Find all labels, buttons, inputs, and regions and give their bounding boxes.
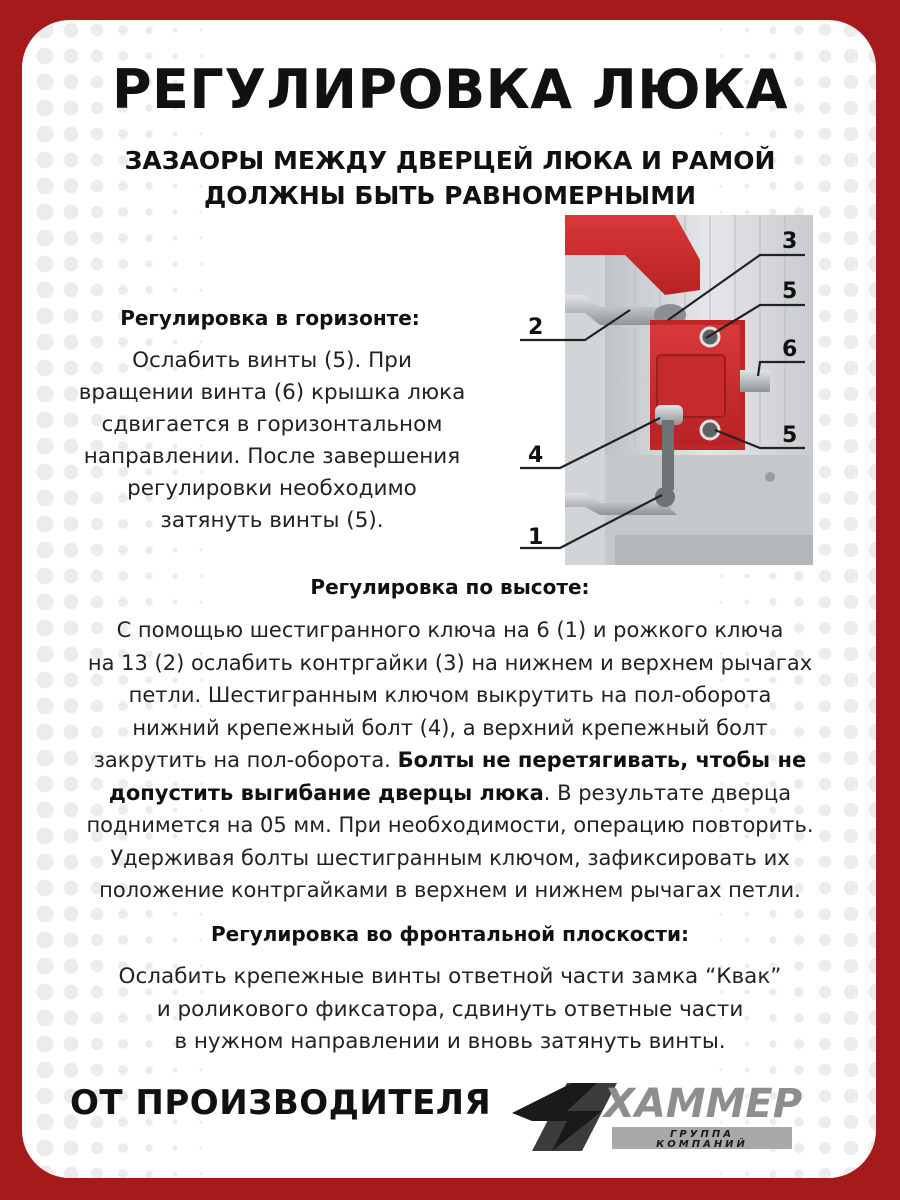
background-dot [844,335,859,350]
background-dot [172,339,177,344]
background-dot [91,258,103,270]
background-dot [819,258,831,270]
background-dot [869,438,877,455]
callout-number-3: 3 [782,229,798,254]
background-dot [145,598,153,606]
background-dot [172,131,177,136]
background-dot [64,1141,79,1156]
background-dot [64,283,79,298]
background-dot [91,544,103,556]
background-dot [869,828,877,845]
background-dot [819,544,831,556]
background-dot [37,334,54,351]
background-dot [869,672,877,689]
background-dot [745,912,750,917]
background-dot [64,127,79,142]
background-dot [844,413,859,428]
background-dot [819,908,831,920]
background-dot [200,29,203,32]
background-dot [869,22,877,39]
background-dot [64,907,79,922]
page-title: РЕГУЛИРОВКА ЛЮКА [111,58,789,121]
background-dot [118,545,128,555]
background-dot [769,130,776,137]
callout-number-1: 1 [528,525,544,550]
background-dot [869,542,877,559]
background-dot [200,237,203,240]
vertical-heading: Регулировка по высоте: [310,575,590,599]
background-dot [819,336,831,348]
background-dot [172,911,177,916]
background-dot [869,906,877,923]
background-dot [37,438,54,455]
background-dot [844,543,859,558]
background-dot [91,232,103,244]
background-dot [844,1063,859,1078]
background-dot [869,1036,877,1053]
background-dot [720,601,723,604]
text-line: регулировки необходимо [127,476,417,501]
background-dot [844,465,859,480]
background-dot [172,599,177,604]
background-dot [844,283,859,298]
frontal-instructions [40,961,860,1059]
background-dot [869,776,877,793]
background-dot [844,1115,859,1130]
background-dot [819,232,831,244]
background-dot [37,906,54,923]
background-dot [37,308,54,325]
background-dot [200,263,203,266]
hex-key [662,420,674,490]
vertical-instructions [40,614,860,907]
background-dot [869,1010,877,1027]
logo-wordmark: ХАММЕР [604,1081,803,1127]
background-dot [720,55,723,58]
background-dot [118,285,128,295]
background-dot [37,230,54,247]
background-dot [118,1169,128,1178]
background-dot [769,910,776,917]
background-dot [819,518,831,530]
background-dot [794,1169,804,1178]
background-dot [844,231,859,246]
text-line: в нужном направлении и вновь затянуть винты. [174,1029,726,1054]
background-dot [200,549,203,552]
background-dot [200,1173,203,1176]
background-dot [745,1172,750,1177]
warning-text: Болты не перетягивать, чтобы не [397,748,807,772]
background-dot [844,517,859,532]
background-dot [91,908,103,920]
background-dot [869,984,877,1001]
background-dot [869,1140,877,1157]
background-dot [118,259,128,269]
background-dot [844,23,859,38]
background-dot [844,387,859,402]
background-dot [145,130,153,138]
background-dot [745,28,750,33]
background-dot [91,284,103,296]
background-dot [172,1067,177,1072]
background-dot [91,1064,103,1076]
background-dot [720,1069,723,1072]
text-line: Ослабить крепежные винты ответной части замка “Квак” [118,964,782,989]
background-dot [200,1069,203,1072]
background-dot [869,802,877,819]
background-dot [819,128,831,140]
background-dot [145,1144,153,1152]
background-dot [64,1167,79,1178]
background-dot [869,880,877,897]
background-dot [844,1167,859,1178]
background-dot [64,1063,79,1078]
background-dot [64,543,79,558]
background-dot [64,257,79,272]
background-dot [869,750,877,767]
background-dot [769,26,776,33]
frame-edge [615,535,813,565]
background-dot [745,600,750,605]
background-dot [720,133,723,136]
background-dot [869,230,877,247]
text-line: Ослабить винты (5). При [132,348,412,373]
background-dot [869,1114,877,1131]
background-dot [37,412,54,429]
background-dot [794,129,804,139]
background-dot [200,289,203,292]
background-dot [844,907,859,922]
background-dot [844,439,859,454]
background-dot [869,1166,877,1179]
background-dot [819,414,831,426]
background-dot [118,233,128,243]
background-dot [844,491,859,506]
background-dot [869,490,877,507]
background-dot [745,1068,750,1073]
text-line [40,777,860,810]
background-dot [37,1114,54,1131]
background-dot [869,516,877,533]
background-dot [145,234,153,242]
background-dot [145,260,153,268]
callout-number-5-bottom: 5 [782,423,798,448]
background-dot [172,261,177,266]
text-line: затянуть винты (5). [160,508,384,533]
text-line: С помощью шестигранного ключа на 6 (1) и рожкого ключа [116,618,784,642]
horizontal-instructions [52,345,492,537]
background-dot [819,440,831,452]
background-dot [37,360,54,377]
background-dot [37,1166,54,1179]
background-dot [37,516,54,533]
subtitle-line: ЗАЗАОРЫ МЕЖДУ ДВЕРЦЕЙ ЛЮКА И РАМОЙ [124,146,776,175]
background-dot [200,1147,203,1150]
background-dot [37,1140,54,1157]
background-dot [869,646,877,663]
subtitle [0,143,900,213]
background-dot [145,286,153,294]
background-dot [145,546,153,554]
background-dot [869,1088,877,1105]
background-dot [91,24,103,36]
background-dot [172,1171,177,1176]
background-dot [145,26,153,34]
background-dot [145,910,153,918]
text-span: . В результате дверца [543,780,792,805]
background-dot [172,27,177,32]
background-dot [145,1066,153,1074]
background-dot [37,256,54,273]
logo-sub-2: КОМПАНИЙ [656,1139,748,1150]
background-dot [172,235,177,240]
warning-text: допустить выгибание дверцы люка [108,780,544,805]
adjust-screw-6 [740,370,770,392]
background-dot [37,490,54,507]
background-dot [844,309,859,324]
background-dot [869,412,877,429]
text-line: положение контргайками в верхнем и нижнем рычагах петли. [99,878,801,902]
background-dot [200,913,203,916]
text-line: на 13 (2) ослабить контргайки (3) на нижнем и верхнем рычагах [87,650,813,675]
background-dot [869,308,877,325]
background-dot [819,388,831,400]
manufacturer-label: ОТ ПРОИЗВОДИТЕЛЯ [70,1083,492,1123]
text-line: поднимется на 05 мм. При необходимости, операцию повторить. [86,813,814,837]
callout-number-2: 2 [528,315,544,340]
hex-key-bend [655,487,675,507]
background-dot [145,1170,153,1178]
background-dot [172,1145,177,1150]
background-dot [172,547,177,552]
background-dot [819,492,831,504]
text-line [40,744,860,777]
background-dot [720,29,723,32]
background-dot [869,698,877,715]
background-dot [37,386,54,403]
background-dot [869,958,877,975]
text-line: Удерживая болты шестигранным ключом, зафиксировать их [110,845,790,870]
background-dot [200,341,203,344]
background-dot [819,362,831,374]
background-dot [819,1168,831,1178]
background-dot [769,1170,776,1177]
text-span: закрутить на пол-оборота. [93,748,391,772]
background-dot [819,24,831,36]
background-dot [37,22,54,39]
background-dot [844,1089,859,1104]
background-dot [118,25,128,35]
background-dot [869,334,877,351]
background-dot [869,282,877,299]
callout-number-5-top: 5 [782,279,798,304]
background-dot [37,542,54,559]
background-dot [769,598,776,605]
background-dot [869,724,877,741]
hammer-logo [512,1073,842,1153]
background-dot [794,909,804,919]
background-dot [745,132,750,137]
text-line: вращении винта (6) крышка люка [78,380,466,405]
background-dot [844,1141,859,1156]
background-dot [37,126,54,143]
background-dot [64,231,79,246]
background-dot [172,287,177,292]
screw-5-top [701,328,719,346]
horizontal-heading: Регулировка в горизонте: [120,306,420,330]
background-dot [91,1142,103,1154]
text-line: петли. Шестигранным ключом выкрутить на пол-оборота [128,683,772,707]
background-dot [844,257,859,272]
background-dot [118,1065,128,1075]
text-line: и роликового фиксатора, сдвинуть ответные части [156,996,744,1022]
text-line: нижний крепежный болт (4), а верхний крепежный болт [132,715,768,740]
background-dot [869,620,877,637]
screw-head-icon [765,472,775,482]
background-dot [844,127,859,142]
hinge-photo [565,215,813,565]
background-dot [200,601,203,604]
background-dot [844,361,859,376]
background-dot [37,1088,54,1105]
background-dot [869,464,877,481]
background-dot [200,133,203,136]
background-dot [819,310,831,322]
background-dot [37,282,54,299]
background-dot [869,386,877,403]
background-dot [91,128,103,140]
background-dot [37,464,54,481]
background-dot [869,360,877,377]
callout-number-4: 4 [528,443,544,468]
callout-number-6: 6 [782,337,798,362]
background-dot [794,25,804,35]
background-dot [91,1168,103,1178]
text-line: направлении. После завершения [83,444,461,469]
text-line: сдвигается в горизонтальном [101,412,443,437]
background-dot [819,466,831,478]
background-dot [118,129,128,139]
background-dot [720,913,723,916]
background-dot [869,854,877,871]
background-dot [37,1062,54,1079]
background-dot [869,256,877,273]
screw-5-bottom [701,421,719,439]
background-dot [869,1062,877,1079]
frontal-heading: Регулировка во фронтальной плоскости: [211,922,689,946]
background-dot [720,1173,723,1176]
background-dot [819,284,831,296]
background-dot [869,126,877,143]
background-dot [118,1143,128,1153]
background-dot [64,23,79,38]
logo-sub-1: ГРУППА [670,1129,734,1140]
background-dot [118,909,128,919]
subtitle-line: ДОЛЖНЫ БЫТЬ РАВНОМЕРНЫМИ [204,181,696,210]
